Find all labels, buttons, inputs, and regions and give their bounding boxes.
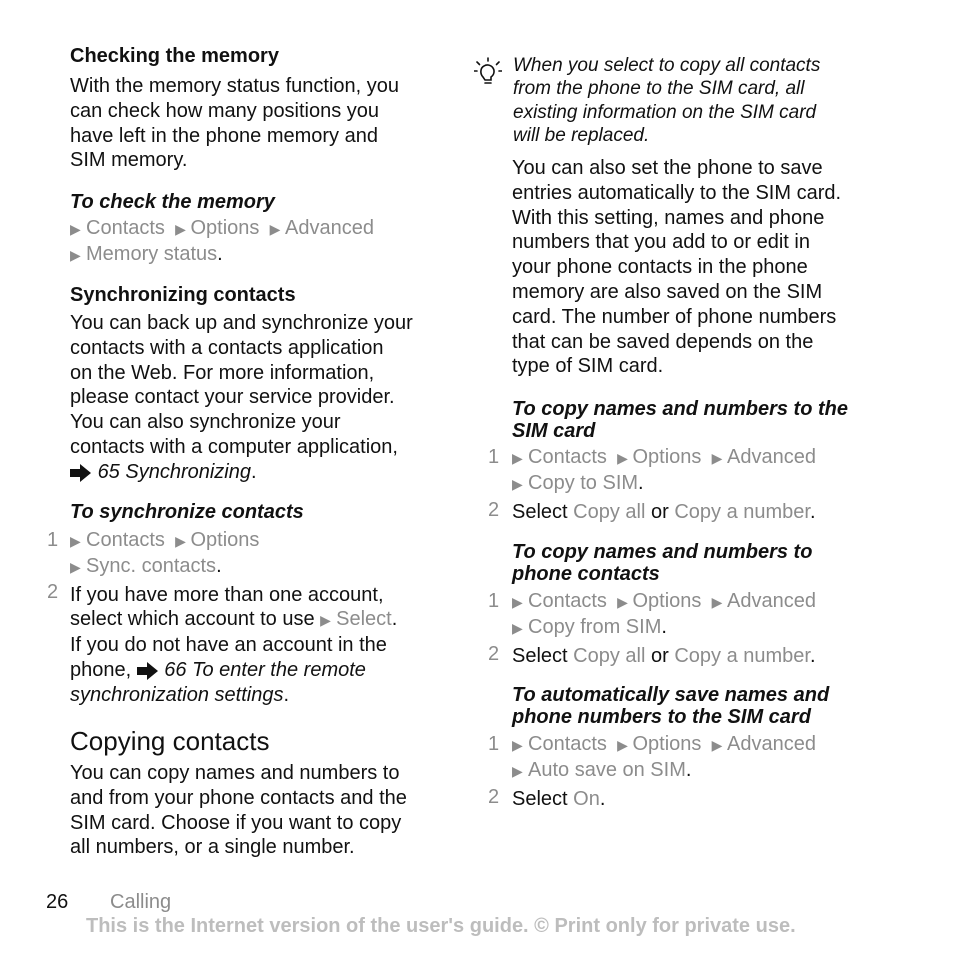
to-check-memory-heading: To check the memory bbox=[70, 191, 275, 213]
to-sync-steps: 1 ▶ Contacts ▶ Options ▶ Sync. contacts. 2 If you have more than one account, select which account to use ▶ Select. If you do not have an account in the phone, 66 To enter the remote synchronization settings. bbox=[47, 529, 398, 706]
menu-memory-status: Memory status bbox=[86, 242, 218, 265]
menu-arrow-icon: ▶ bbox=[711, 594, 723, 610]
remote-sync-reference-link-cont[interactable]: synchronization settings bbox=[70, 683, 284, 706]
reference-arrow-icon bbox=[137, 662, 159, 680]
option-copy-all: Copy all bbox=[573, 500, 646, 523]
menu-arrow-icon: ▶ bbox=[175, 221, 186, 237]
to-check-memory-path: ▶ Contacts ▶ Options ▶ Advanced ▶ Memory status. bbox=[70, 216, 460, 268]
reference-arrow-icon bbox=[70, 464, 92, 482]
tip-note: When you select to copy all contacts from the phone to the SIM card, all existing information on the SIM card will be replaced. bbox=[513, 55, 821, 146]
checking-memory-text bbox=[70, 74, 460, 173]
menu-arrow-icon: ▶ bbox=[512, 450, 523, 466]
auto-save-steps: 1 ▶ Contacts ▶ Options ▶ Advanced ▶ Auto save on SIM. 2 Select On. bbox=[488, 733, 816, 810]
menu-arrow-icon: ▶ bbox=[711, 450, 723, 466]
menu-contacts: Contacts bbox=[528, 733, 607, 755]
menu-arrow-icon: ▶ bbox=[175, 533, 186, 549]
copying-contacts-heading: Copying contacts bbox=[70, 726, 270, 756]
menu-arrow-icon: ▶ bbox=[70, 533, 81, 549]
checking-memory-heading: Checking the memory bbox=[70, 45, 279, 67]
auto-save-heading: To automatically save names and phone numbers to the SIM card bbox=[512, 684, 830, 728]
option-copy-all: Copy all bbox=[573, 644, 646, 667]
menu-contacts: Contacts bbox=[86, 217, 165, 239]
auto-save-description: You can also set the phone to save entries automatically to the SIM card. With this setting, names and phone numbers that you add to or edit in your phone contacts in the phone memory are also saved on the SIM card. The number of phone numbers that can be saved depends on the type of SIM card. bbox=[512, 157, 842, 378]
copying-contacts-text: You can copy names and numbers to and from your phone contacts and the SIM card. Choose if you want to copy all numbers, or a single number. bbox=[70, 762, 407, 859]
menu-options: Options bbox=[632, 446, 702, 468]
text-line: With the memory status function, you bbox=[70, 75, 400, 97]
menu-arrow-icon: ▶ bbox=[512, 737, 523, 753]
remote-sync-reference-link[interactable]: 66 To enter the remote bbox=[164, 658, 366, 681]
copy-to-sim-steps: 1 ▶ Contacts ▶ Options ▶ Advanced ▶ Copy to SIM. 2 Select Copy all or Copy a number. bbox=[488, 446, 816, 523]
menu-advanced: Advanced bbox=[727, 590, 816, 612]
menu-options: Options bbox=[190, 217, 260, 239]
step-number: 2 bbox=[47, 581, 59, 603]
menu-arrow-icon: ▶ bbox=[711, 737, 723, 753]
menu-advanced: Advanced bbox=[727, 446, 816, 468]
menu-options: Options bbox=[190, 529, 260, 551]
internet-version-notice: This is the Internet version of the user's guide. © Print only for private use. bbox=[86, 915, 796, 937]
menu-options: Options bbox=[632, 733, 702, 755]
menu-sync-contacts: Sync. contacts bbox=[86, 554, 217, 577]
menu-arrow-icon: ▶ bbox=[512, 762, 523, 779]
to-sync-heading: To synchronize contacts bbox=[70, 501, 304, 523]
menu-contacts: Contacts bbox=[528, 590, 607, 612]
step-number: 1 bbox=[488, 590, 500, 612]
menu-arrow-icon: ▶ bbox=[512, 619, 523, 636]
copy-to-phone-steps: 1 ▶ Contacts ▶ Options ▶ Advanced ▶ Copy from SIM. 2 Select Copy all or Copy a number. bbox=[488, 590, 816, 667]
menu-arrow-icon: ▶ bbox=[70, 246, 81, 263]
menu-arrow-icon: ▶ bbox=[70, 558, 81, 575]
menu-copy-to-sim: Copy to SIM bbox=[528, 471, 639, 494]
menu-arrow-icon: ▶ bbox=[512, 475, 523, 492]
step-number: 2 bbox=[488, 786, 500, 808]
page-number: 26 bbox=[46, 891, 69, 913]
menu-advanced: Advanced bbox=[727, 733, 816, 755]
menu-auto-save-on-sim: Auto save on SIM bbox=[528, 758, 686, 781]
menu-arrow-icon: ▶ bbox=[617, 594, 628, 610]
sync-reference-link[interactable]: 65 Synchronizing bbox=[97, 460, 251, 483]
menu-arrow-icon: ▶ bbox=[70, 221, 81, 237]
menu-options: Options bbox=[632, 590, 702, 612]
menu-arrow-icon: ▶ bbox=[269, 221, 281, 237]
menu-select: Select bbox=[336, 608, 392, 631]
menu-arrow-icon: ▶ bbox=[320, 612, 331, 629]
lightbulb-icon bbox=[474, 57, 502, 89]
step-number: 1 bbox=[47, 529, 59, 551]
step-number: 1 bbox=[488, 733, 500, 755]
menu-arrow-icon: ▶ bbox=[617, 737, 628, 753]
synchronizing-heading: Synchronizing contacts bbox=[70, 284, 296, 306]
step-number: 2 bbox=[488, 499, 500, 521]
menu-advanced: Advanced bbox=[285, 217, 374, 239]
step-number: 2 bbox=[488, 643, 500, 665]
menu-contacts: Contacts bbox=[86, 529, 165, 551]
option-copy-a-number: Copy a number bbox=[674, 500, 810, 523]
text-line: have left in the phone memory and bbox=[70, 124, 378, 147]
option-on: On bbox=[573, 787, 600, 810]
section-name: Calling bbox=[110, 891, 172, 913]
copy-to-phone-heading: To copy names and numbers to phone contacts bbox=[512, 541, 813, 585]
text-line: SIM memory. bbox=[70, 149, 188, 172]
copy-to-sim-heading: To copy names and numbers to the SIM card bbox=[512, 398, 848, 442]
menu-arrow-icon: ▶ bbox=[512, 594, 523, 610]
text-line: can check how many positions you bbox=[70, 99, 380, 122]
menu-contacts: Contacts bbox=[528, 446, 607, 468]
synchronizing-text: You can back up and synchronize your contacts with a contacts application on the Web. For more information, please contact your service provider. You can also synchronize your contacts with a computer application, 65 Synchronizing. bbox=[70, 312, 413, 483]
menu-arrow-icon: ▶ bbox=[617, 450, 628, 466]
option-copy-a-number: Copy a number bbox=[674, 644, 810, 667]
menu-copy-from-sim: Copy from SIM bbox=[528, 615, 662, 638]
step-number: 1 bbox=[488, 446, 500, 468]
